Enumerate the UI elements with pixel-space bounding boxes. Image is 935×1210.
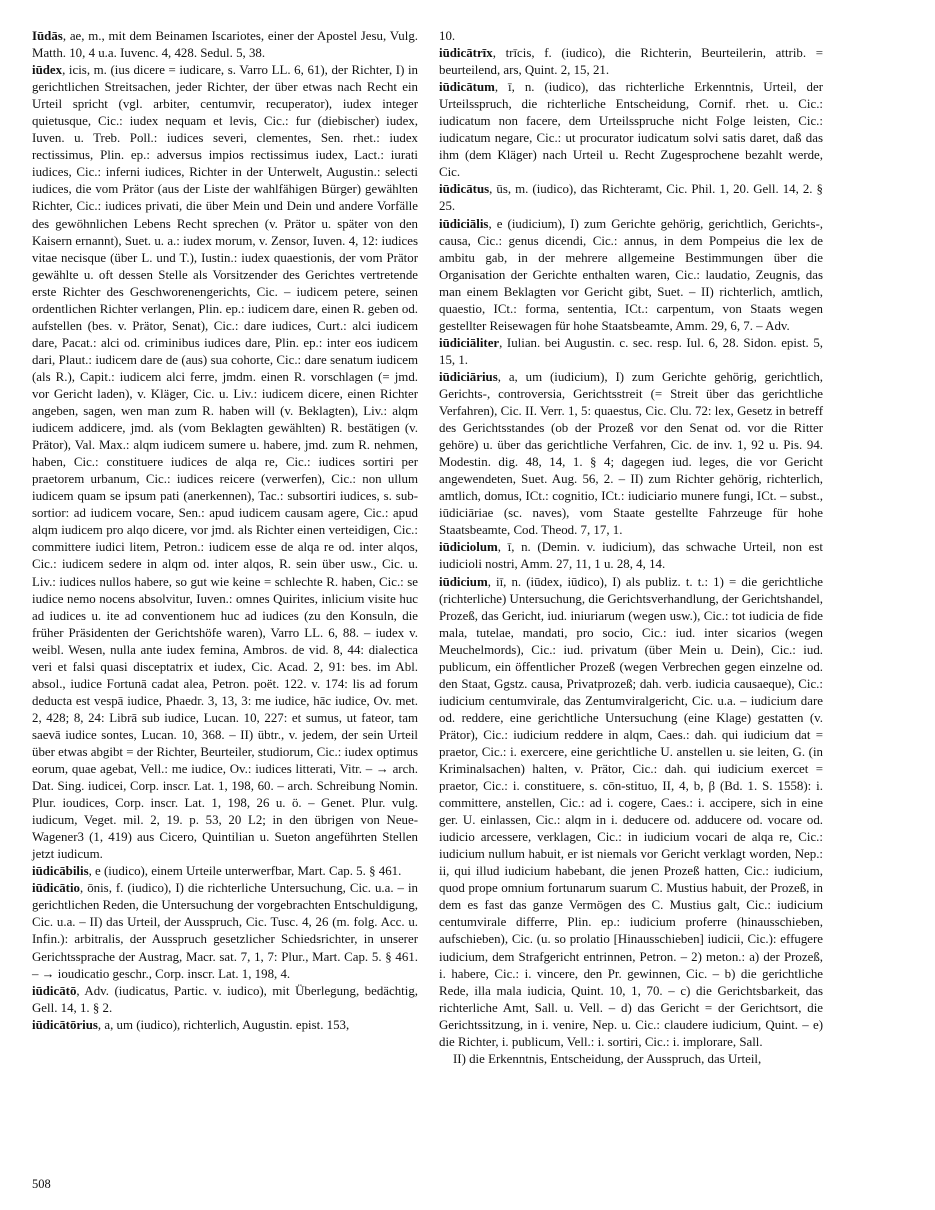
lemma: iūdicātio xyxy=(32,881,80,896)
entry-iudiciarius xyxy=(439,369,823,539)
lemma: iūdiciāliter xyxy=(439,335,500,350)
right-column xyxy=(439,28,823,1068)
lemma: iūdicābilis xyxy=(32,864,89,879)
entry-iudicialiter xyxy=(439,335,823,369)
page-number: 508 xyxy=(32,1177,51,1191)
entry-text: II) die Erkenntnis, Entscheidung, der Ausspruch, das Urteil, xyxy=(453,1051,762,1066)
entry-iudicium xyxy=(439,574,823,1051)
entry-text: , a, um (iudico), richterlich, Augustin. epist. 153, xyxy=(97,1017,350,1032)
lemma: iūdicātō xyxy=(32,983,77,998)
entry-iudicabilis xyxy=(32,863,418,880)
lemma: iūdicātōrius xyxy=(32,1017,98,1032)
entry-iudicatrix xyxy=(439,45,823,79)
entry-text: , ī, n. (Demin. v. iudicium), das schwache Urteil, non est iudicioli nostri, Amm. 27, 11, 1 u. 28, 4, 14. xyxy=(439,540,823,572)
entry-text: , ūs, m. (iudico), das Richteramt, Cic. Phil. 1, 20. Gell. 14, 2. § 25. xyxy=(439,182,823,214)
entry-iudicium-part-2 xyxy=(439,1051,823,1068)
entry-text: , iī, n. (iūdex, iūdico), I) als publiz. t. t.: 1) = die gerichtliche (richterliche) Untersuchung, die Gerichtsverhandlung, der Gerichtshandel, Prozeß, das Gericht, iud. iniuriarum (wegen usw.), Cic.: tot iudicia de fide mala, tutelae, mandati, pro socio, Cic.: iud. inter sicarios (wegen Meuchelmords), Cic.: iud. privatum (über Mein u. Dein), Cic.: iud. publicum, ein öffentlicher Prozeß (wegen Verbrechen gegen einzelne od. den Staat, Ggstz. causa, Privatprozeß; dah. verb. iudicia causaeque), Cic.: iudicium centumvirale, das Zentumviralgericht, Cic. u.a. – iudicium dare od. reddere, eine gerichtliche Untersuchung (eine Klage) gestatten (v. Prätor), Cic.: iudicium reddere in alqm, Caes.: dah. qui iudicium dat = praetor, Cic.: i. exercere, eine gerichtliche U. anstellen u. sie leiten, G. (in Kriminalsachen) halten, v. Prätor, Cic.: dah. qui iudicium exercet = praetor, Cic.: i. constituere, s. cōn-stituo, II, 4, b, β (Bd. 1. S. 1558): i. committere, anstellen, Cic.: ad i. cogere, Caes.: i. accipere, sich in eine ger. U. einlassen, Cic.: alqm in i. deducere od. adducere od. vocare od. iudicio arcessere, verklagen, Cic.: in iudicium vocari de alqa re, Cic.: iudicium nullum habuit, er ist niemals vor Gericht verklagt worden, Nep.: ii, qui illud iudicium habebant, die jenen Prozeß hatten, Cic.: iudicium, quod prope omnium fortunarum suarum C. Mustius habuit, der Prozeß, in dem es fast das ganze Vermögen des C. Mustius galt, Cic.: iudicium centumvirale differre, Plin. ep.: iudicium proferre (hinausschieben, aufschieben), Cic. (u. so prolatio [Hinausschieben] iudicii, Cic.): effugere iudicium, dem Strafgericht entrinnen, Petron. – 2) meton.: a) der Prozeß, i. habere, Cic.: i. vincere, den Pr. gewinnen, Cic. – b) die gerichtliche Rede, illa mala iudicia, Quint. 10, 1, 70. – c) die Gerichtsbarkeit, das richterliche Amt, Sall. u. Vell. – d) das Gericht = der Gerichtsort, die Gerichtssitzung, in i. venire, Nep. u. Cic.: claudere iudicium, Quint. – e) die Richter, i. publicum, Vell.: i. sortiri, Cic.: i. implorare, Sall. xyxy=(439,574,823,1049)
entry-iudicialis xyxy=(439,216,823,335)
entry-text: , Iulian. bei Augustin. c. sec. resp. Iul. 6, 28. Sidon. epist. 5, 15, 1. xyxy=(439,335,823,367)
lemma: iūdicātrīx xyxy=(439,46,493,61)
entry-text: , ī, n. (iudico), das richterliche Erkenntnis, Urteil, der Urteilsspruch, die richterliche Entscheidung, Cornif. rhet. u. Cic.: iudicatum non facere, dem Urteilsspruche nicht Folge leisten, Cic.: iudicatum negare, Cic.: ut procurator iudicatum solvi satis daret, daß das ihm (dem Kläger) nach Urteil u. Recht Zugesprochene bezahlt werde, Cic. xyxy=(439,80,823,180)
lemma: Iūdās xyxy=(32,29,63,43)
entry-iudicato xyxy=(32,983,418,1017)
lemma: iūdicium xyxy=(439,574,488,589)
entry-iudicatio xyxy=(32,880,418,982)
entry-iudiciolum xyxy=(439,539,823,573)
entry-iudicatus xyxy=(439,181,823,215)
entry-iudicatorius xyxy=(32,1017,418,1034)
entry-text: , e (iudico), einem Urteile unterwerfbar, Mart. Cap. 5. § 461. xyxy=(88,864,402,879)
entry-iudex xyxy=(32,62,418,863)
entry-text: 10. xyxy=(439,29,456,43)
entry-text: , ōnis, f. (iudico), I) die richterliche Untersuchung, Cic. u.a. – in gerichtlichen Reden, die Untersuchung der vorgebrachten Entschuldigung, Cic. u.a. – II) das Urteil, der Ausspruch, Cic. Tusc. 4, 26 (m. folg. Acc. u. Infin.): arbitralis, der Ausspruch gesetzlicher Schiedsrichter, in unserer Gerichtssprache der Austrag, Macr. sat. 7, 1, 7: Plur., Mart. Cap. 5. § 461. – → ioudicatio geschr., Corp. inscr. Lat. 1, 198, 4. xyxy=(32,881,418,981)
lemma: iūdicātum xyxy=(439,80,495,95)
left-column xyxy=(32,28,418,1034)
lemma: iūdiciālis xyxy=(439,216,489,231)
lemma: iūdicātus xyxy=(439,182,490,197)
entry-text: , Adv. (iudicatus, Partic. v. iudico), mit Überlegung, bedächtig, Gell. 14, 1. § 2. xyxy=(32,983,418,1015)
entry-text: , a, um (iudicium), I) zum Gerichte gehörig, gerichtlich, Gerichts-, controversia, Gerichtsstreit (= Streit über das gerichtliche Verfahren), Cic. II. Verr. 1, 5: quaestus, Cic. Clu. 72: lex, Gesetz in betreff des Gerichtsstandes (ob der Prozeß vor den Senat od. vor die Ritter gehöre) u. über das gerichtliche Verfahren, Cic. de inv. 1, 92 u. Pis. 94. Modestin. dig. 48, 14, 1. § 4; dagegen iud. leges, die vor Gericht angewendeten, Suet. Aug. 56, 2. – II) zum Richter gehörig, richterlich, amtlich, domus, ICt.: cognitio, ICt.: iudiciario munere fungi, ICt. – subst., iūdiciāriae (sc. naves), vom Staate gestellte Fahrzeuge für hohe Staatsbeamte, Cod. Theod. 7, 17, 1. xyxy=(439,369,823,538)
entry-continuation xyxy=(439,28,823,45)
entry-iudicatum xyxy=(439,79,823,181)
lemma: iūdex xyxy=(32,63,63,78)
entry-text: , icis, m. (ius dicere = iudicare, s. Varro LL. 6, 61), der Richter, I) in gerichtlichen Streitsachen, jeder Richter, der über etwas nach Recht ein Urteil spricht (vgl. arbiter, centumvir, recuperator), iudex integer quietusque, Cic.: iudex nequam et levis, Cic.: fur (diebischer) iudex, Iuven. u. Treb. Poll.: iudices severi, clementes, Sen. rhet.: iudex rectissimus, Plin. ep.: adversus impios rectissimus iudex, Lact.: iurati iudices, Cic.: inferni iudices, Richter in der Unterwelt, Augustin.: selecti iudices, die vom Prätor (aus der Liste der wahlfähigen Bürger) gewählten Richter, Cic.: iudices privati, die über Mein und Dein und andere Vorfälle des gewöhnlichen Lebens Recht sprechen (v. Prätor u. später von den Kaisern ernannt), Suet. u. a.: iudex morum, v. Zensor, Iuven. 4, 12: iudices vitae necisque (über L. und T.), Iustin.: iudex quaestionis, der vom Prätor gewählte u. oft dessen Stelle als Vorsitzender des Gerichtes vertretende erste Richter des Geschworenengerichts, Cic. – iudicem petere, seinen ordentlichen Richter verlangen, Plin. ep.: iudicem dare, einen R. geben od. aufstellen (bes. v. Prätor, Senat), Cic.: dare iudices, Curt.: alci iudicem dare, Pacat.: alci od. criminibus iudices dare, Plin. ep.: inter eos iudicem dari, Plaut.: iudicem dare de (aus) sua cohorte, Cic.: dare senatum iudicem (als R.), Capit.: iudicem alci ferre, jmdm. einen R. vorschlagen (= jmd. vor Gericht laden), v. Kläger, Cic. u. Liv.: iudicem dicere, einen Richter angeben, sagen, wen man zum R. haben will (v. Beklagten), Liv.: alqm iudicem addicere, jmd. als (vom Beklagten gewählten) R. bestätigen (v. Prätor), Val. Max.: alqm iudicem sumere u. habere, jmd. zum R. nehmen, haben, Cic.: constituere iudices de alqa re, Cic.: iudices sortiri per praetorem urbanum, Cic.: iudices reicere (verwerfen), Cic.: non ullum iudicem quam se ipsum pati (anerkennen), Tac.: subsortiri iudices, s. sub-sortior: ad iudicem vocare, Sen.: apud iudicem causam agere, Cic.: apud alqm iudicem pro alqo dicere, vor jmd. als Richter einen verteidigen, Cic.: committere iudici litem, Petron.: iudicem esse de alqa re od. inter alqos, Cic.: iudicem sedere in alqm od. inter alqos, R. sein über usw., Cic. u. Liv.: iudices nullos habere, so gut wie keine = schlechte R. haben, Cic.: se iudice nemo nocens absolvitur, Iuven.: omnes Quirites, inlicium visite huc ad iudices u. ite ad conventionem huc ad iudices (zu den Konsuln, die früher Präsidenten der Gerichtshöfe waren), Varro LL. 6, 88. – iudex v. weibl. Wesen, nulla ante iudex femina, Ambros. de vid. 8, 44: dialectica veri et falsi quasi disceptatrix et iudex, Cic. Acad. 2, 91: bes. im Abl. absol., iudice Fortunā cadat alea, Petron. poët. 122. v. 174: lis ad forum deducta est vespā iudice, Phaedr. 3, 13, 3: me iudice, hāc iudice, Ov. met. 2, 428; 8, 24: Librā sub iudice, Lucan. 10, 227: et sumus, ut fateor, tam saevā iudice sontes, Lucan. 10, 368. – II) übtr., v. jedem, der sein Urteil über etwas abgibt = der Richter, Beurteiler, studiorum, Cic.: iudex optimus eorum, quae agebat, Vell.: me iudice, Ov.: iudices litterati, Vitr. – → arch. Dat. Sing. iudicei, Corp. inscr. Lat. 1, 198, 60. – arch. Schreibung Nomin. Plur. ioudices, Corp. inscr. Lat. 1, 198, 26 u. ö. – Genet. Plur. vulg. iudicum, Veget. mil. 2, 19. p. 53, 20 L2; in den übrigen von Neue-Wagener3 (1, 419) aus Cicero, Quintilian u. Sueton angeführten Stellen jetzt iudicum. xyxy=(32,63,418,862)
entry-iudas xyxy=(32,28,418,62)
lemma: iūdiciārius xyxy=(439,369,498,384)
entry-text: , ae, m., mit dem Beinamen Iscariotes, einer der Apostel Jesu, Vulg. Matth. 10, 4 u.a. Iuvenc. 4, 428. Sedul. 5, 38. xyxy=(32,29,418,61)
lemma: iūdiciolum xyxy=(439,540,498,555)
entry-text: , e (iudicium), I) zum Gerichte gehörig, gerichtlich, Gerichts-, causa, Cic.: genus dicendi, Cic.: annus, in dem Pompeius die lex de ambitu gab, in der mehrere allgemeine Bestimmungen über die Organisation der Gerichte enthalten waren, Cic.: laudatio, Zeugnis, das man einem Beklagten vor Gericht gibt, Suet. – II) richterlich, amtlich, quaestio, ICt.: forma, sententia, ICt.: carpentum, von Staats wegen gestellter Reisewagen für hohe Staatsbeamte, Amm. 29, 6, 7. – Adv. xyxy=(439,216,823,333)
entry-text: , trīcis, f. (iudico), die Richterin, Beurteilerin, attrib. = beurteilend, ars, Quint. 2, 15, 21. xyxy=(439,46,823,78)
